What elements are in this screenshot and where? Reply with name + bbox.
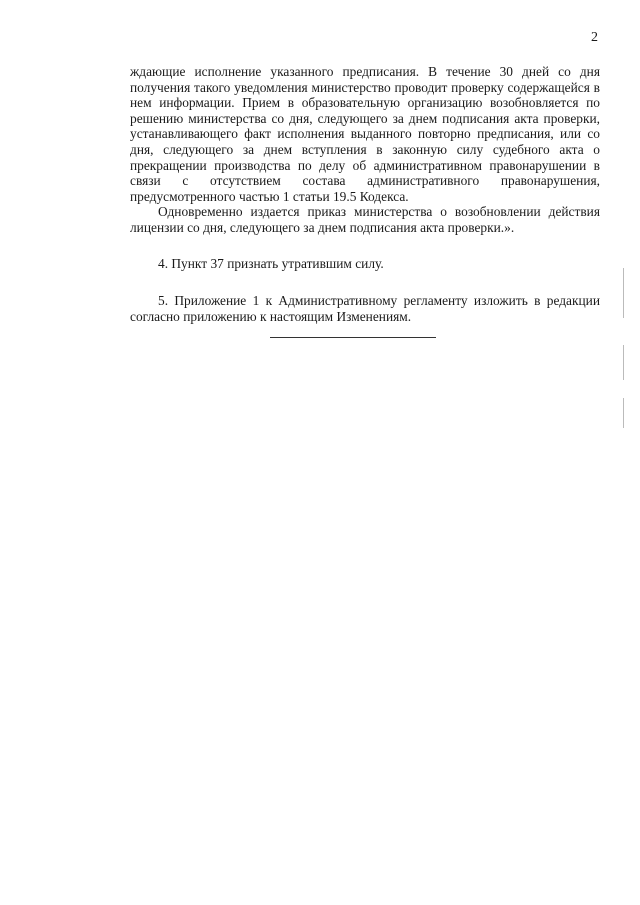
paragraph-item-4: 4. Пункт 37 признать утратившим силу. (158, 255, 384, 271)
scan-artifact (623, 268, 624, 318)
document-body (130, 64, 600, 324)
paragraph-item-5: 5. Приложение 1 к Административному регламенту изложить в редакции согласно приложению к настоящим Изменениям. (130, 293, 600, 324)
end-divider (270, 337, 436, 338)
page-number: 2 (591, 30, 598, 45)
scan-artifact (623, 398, 624, 428)
paragraph-continuation: ждающие исполнение указанного предписания. В течение 30 дней со дня получения такого уведомления министерство проводит проверку содержащейся в нем информации. Прием в образовательную организацию возобновляется по решению министерства со дня, следующего за днем подписания акта проверки, устанавливающего факт исполнения выданного повторно предписания, или со дня, следующего за днем вступления в законную силу судебного акта о прекращении производства по делу об административном правонарушении в связи с отсутствием состава административного правонарушения, предусмотренного частью 1 статьи 19.5 Кодекса. (130, 64, 600, 204)
paragraph-license-renewal: Одновременно издается приказ министерства о возобновлении действия лицензии со дня, следующего за днем подписания акта проверки.». (130, 204, 600, 235)
scan-artifact (623, 345, 624, 380)
